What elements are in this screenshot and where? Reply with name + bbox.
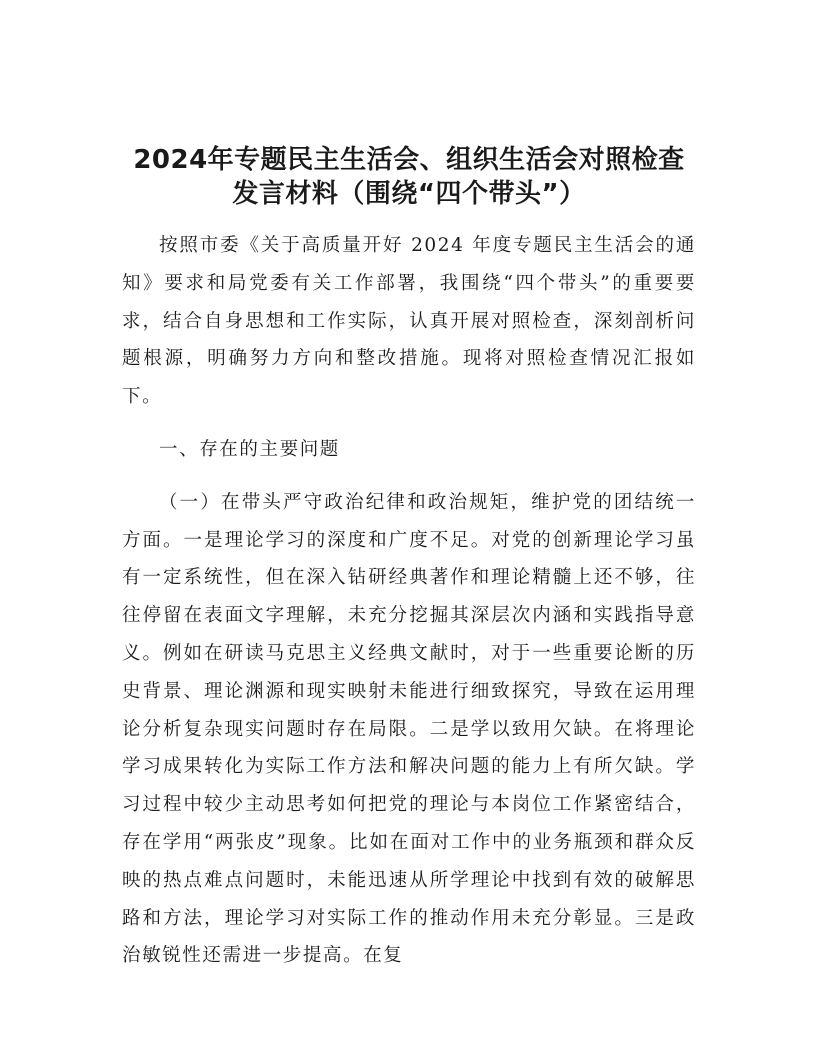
title-line-1: 2024年专题民主生活会、组织生活会对照检查 [133,145,685,175]
body-paragraph: （一）在带头严守政治纪律和政治规矩，维护党的团结统一方面。一是理论学习的深度和广度不足。对党的创新理论学习虽有一定系统性，但在深入钻研经典著作和理论精髓上还不够，往往停留在表面文字理解，未充分挖掘其深层次内涵和实践指导意义。例如在研读马克思主义经典文献时，对于一些重要论断的历史背景、理论渊源和现实映射未能进行细致探究，导致在运用理论分析复杂现实问题时存在局限。二是学以致用欠缺。在将理论学习成果转化为实际工作方法和解决问题的能力上有所欠缺。学习过程中较少主动思考如何把党的理论与本岗位工作紧密结合，存在学用“两张皮”现象。比如在面对工作中的业务瓶颈和群众反映的热点难点问题时，未能迅速从所学理论中找到有效的破解思路和方法，理论学习对实际工作的推动作用未充分彰显。三是政治敏锐性还需进一步提高。在复 [122,491,696,967]
document-page [122,0,696,1056]
section-heading: 一、存在的主要问题 [159,438,340,460]
title-line-2: 发言材料（围绕“四个带头”） [232,179,586,209]
intro-paragraph: 按照市委《关于高质量开好 2024 年度专题民主生活会的通知》要求和局党委有关工作部署，我围绕“四个带头”的重要要求，结合自身思想和工作实际，认真开展对照检查，深刻剖析问题根源，明确努力方向和整改措施。现将对照检查情况汇报如下。 [122,235,696,408]
document-title [112,143,706,211]
document-body [122,227,696,975]
